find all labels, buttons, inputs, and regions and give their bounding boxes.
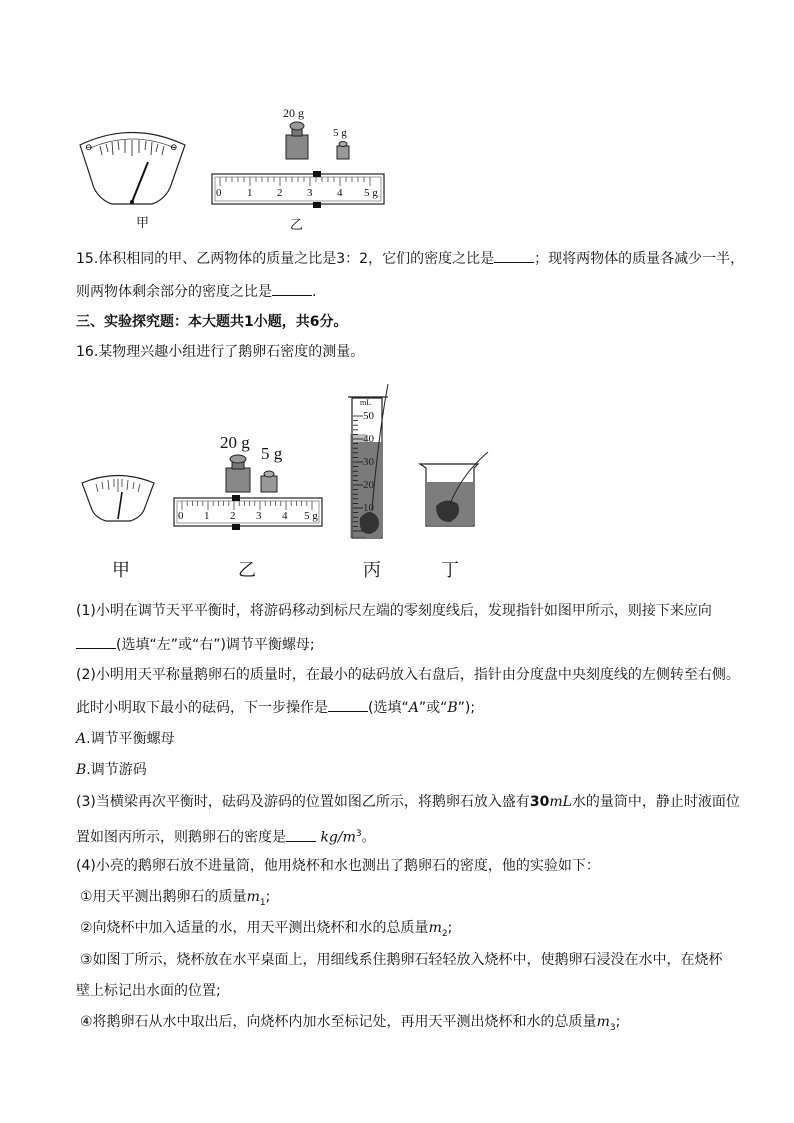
step-1-text: ①用天平测出鹅卵石的质量 bbox=[80, 889, 247, 905]
step-4-end: ; bbox=[615, 1014, 621, 1030]
cylinder-unit-label: mL bbox=[360, 398, 372, 407]
q16-step-4 bbox=[80, 1012, 734, 1038]
cylinder-tick-label: 40 bbox=[363, 433, 374, 445]
svg-text:⊖: ⊖ bbox=[85, 142, 93, 152]
q16-p4-line-1: (4)小亮的鹅卵石放不进量筒，他用烧杯和水也测出了鹅卵石的密度，他的实验如下： bbox=[76, 858, 600, 874]
figure-2 bbox=[70, 378, 550, 588]
step-2-sub: 2 bbox=[441, 928, 448, 939]
ruler-tick-label: 0 bbox=[216, 187, 222, 199]
step-4-sub: 3 bbox=[609, 1022, 616, 1033]
figure-label-yi: 乙 bbox=[238, 560, 256, 581]
ruler2-tick-label: 2 bbox=[230, 510, 236, 522]
ruler2-tick-label: 1 bbox=[204, 510, 210, 522]
q16-step-3-line-2: 壁上标记出水面的位置; bbox=[76, 983, 221, 999]
ruler-tick-label: 3 bbox=[307, 187, 313, 199]
option-b-text: .调节游码 bbox=[86, 762, 147, 778]
q16-blank-3[interactable] bbox=[286, 827, 316, 842]
q15-blank-2[interactable] bbox=[272, 281, 312, 296]
q15-line-1 bbox=[76, 248, 745, 269]
ruler-tick-label: 4 bbox=[337, 187, 343, 199]
q16-intro: 16.某物理兴趣小组进行了鹅卵石密度的测量。 bbox=[76, 344, 365, 360]
q15-text-1b: ；现将两物体的质量各减少一半， bbox=[534, 251, 745, 267]
density-unit: kg/m bbox=[320, 829, 356, 846]
cylinder-tick-label: 10 bbox=[363, 502, 374, 514]
weight-20g-drawing bbox=[286, 122, 308, 159]
q16-p1-line-1: (1)小明在调节天平平衡时，将游码移动到标尺左端的零刻度线后，发现指针如图甲所示，则接下来应向 bbox=[76, 603, 712, 619]
q16-p3-text-d: 。 bbox=[361, 829, 376, 846]
weight-20g-label: 20 g bbox=[283, 106, 304, 120]
step-2-end: ; bbox=[447, 920, 453, 936]
q16-step-2 bbox=[80, 918, 734, 944]
cylinder-tick-label: 50 bbox=[363, 410, 374, 422]
figure-label-jia: 甲 bbox=[112, 560, 130, 581]
q16-p2-text-a: 此时小明取下最小的砝码，下一步操作是 bbox=[76, 700, 328, 716]
q16-p3-volume-unit: mL bbox=[549, 794, 572, 810]
cylinder-tick-label: 30 bbox=[363, 456, 374, 468]
q15-text-1a: 15.体积相同的甲、乙两物体的质量之比是3：2，它们的密度之比是 bbox=[76, 251, 495, 267]
weight-5g-drawing bbox=[337, 142, 349, 160]
q16-blank-2[interactable] bbox=[328, 697, 368, 712]
q16-p2-opt-a: A bbox=[408, 700, 419, 716]
q16-step-3-line-1: ③如图丁所示，烧杯放在水平桌面上，用细线系住鹅卵石轻轻放入烧杯中，使鹅卵石浸没在水中，在烧杯 bbox=[80, 952, 723, 968]
step-1-var: m bbox=[246, 889, 260, 905]
step-2-var: m bbox=[428, 920, 442, 936]
section-3-heading: 三、实验探究题：本大题共1小题，共6分。 bbox=[76, 314, 348, 330]
weight-5g-label-2: 5 g bbox=[261, 444, 283, 463]
q15-text-2b: . bbox=[312, 284, 317, 300]
q16-p3-text-b: 水的量筒中，静止时液面位 bbox=[571, 794, 740, 810]
q16-blank-1[interactable] bbox=[76, 634, 116, 649]
ruler-tick-label: 2 bbox=[277, 187, 283, 199]
q16-p3-text-c: 置如图丙所示，则鹅卵石的密度是 bbox=[76, 829, 286, 846]
weight-20g-drawing-2 bbox=[226, 455, 250, 492]
scale-ruler-drawing-2 bbox=[174, 495, 322, 530]
figure-1-drawing bbox=[70, 100, 390, 235]
beaker-drawing bbox=[420, 452, 488, 526]
q15-line-2 bbox=[76, 281, 734, 302]
q16-p2-text-b: (选填“ bbox=[368, 700, 409, 716]
svg-text:⊖: ⊖ bbox=[170, 142, 178, 152]
q15-text-2a: 则两物体剩余部分的密度之比是 bbox=[76, 284, 272, 300]
q16-p3-text-a: (3)当横梁再次平衡时，砝码及游码的位置如图乙所示，将鹅卵石放入盛有 bbox=[76, 794, 530, 810]
q15-blank-1[interactable] bbox=[494, 248, 534, 263]
q16-step-1 bbox=[80, 887, 734, 913]
figure-2-drawing bbox=[70, 378, 550, 588]
weight-5g-drawing-2 bbox=[261, 471, 277, 492]
q16-p1-line-2 bbox=[76, 634, 734, 655]
scale-ruler-drawing bbox=[212, 171, 384, 208]
ruler-tick-label: 5 g bbox=[364, 187, 378, 199]
ruler2-tick-label: 0 bbox=[178, 510, 184, 522]
dial-jia-drawing bbox=[82, 476, 154, 522]
option-a-letter: A bbox=[76, 731, 87, 747]
cylinder-tick-label: 20 bbox=[363, 479, 374, 491]
q16-p3-line-2 bbox=[76, 824, 734, 848]
q16-p2-text-d: ”); bbox=[457, 700, 476, 716]
q16-p1-text: (选填“左”或“右”)调节平衡螺母; bbox=[116, 637, 315, 653]
q16-p2-text-c: ”或“ bbox=[418, 700, 448, 716]
q16-option-a bbox=[76, 729, 734, 749]
ruler2-tick-label: 3 bbox=[256, 510, 262, 522]
q16-p2-line-2 bbox=[76, 697, 734, 718]
step-1-end: ; bbox=[265, 889, 271, 905]
density-unit-sup: 3 bbox=[355, 829, 362, 839]
q16-p2-opt-b: B bbox=[447, 700, 458, 716]
figure-1 bbox=[70, 100, 390, 235]
dial-a-drawing bbox=[80, 133, 185, 205]
step-2-text: ②向烧杯中加入适量的水，用天平测出烧杯和水的总质量 bbox=[80, 920, 429, 936]
option-a-text: .调节平衡螺母 bbox=[86, 731, 175, 747]
q16-p3-volume: 30 bbox=[529, 794, 550, 810]
q16-p2-line-1: (2)小明用天平称量鹅卵石的质量时，在最小的砝码放入右盘后，指针由分度盘中央刻度线的左侧转至右侧。 bbox=[76, 667, 740, 683]
option-b-letter: B bbox=[76, 762, 87, 778]
figure-label-bing: 丙 bbox=[363, 560, 381, 581]
figure-label-ding: 丁 bbox=[441, 560, 459, 581]
step-4-var: m bbox=[596, 1014, 610, 1030]
q16-p3-line-1 bbox=[76, 792, 740, 812]
weight-20g-label-2: 20 g bbox=[220, 433, 250, 452]
ruler-tick-label: 1 bbox=[247, 187, 253, 199]
q16-option-b bbox=[76, 760, 734, 780]
ruler2-tick-label: 5 g bbox=[304, 510, 318, 522]
step-4-text: ④将鹅卵石从水中取出后，向烧杯内加水至标记处，再用天平测出烧杯和水的总质量 bbox=[80, 1014, 597, 1030]
weight-5g-label: 5 g bbox=[333, 127, 347, 139]
ruler2-tick-label: 4 bbox=[282, 510, 288, 522]
step-1-sub: 1 bbox=[259, 897, 266, 908]
figure-label-a: 甲 bbox=[136, 216, 150, 231]
figure-label-b: 乙 bbox=[290, 218, 304, 233]
